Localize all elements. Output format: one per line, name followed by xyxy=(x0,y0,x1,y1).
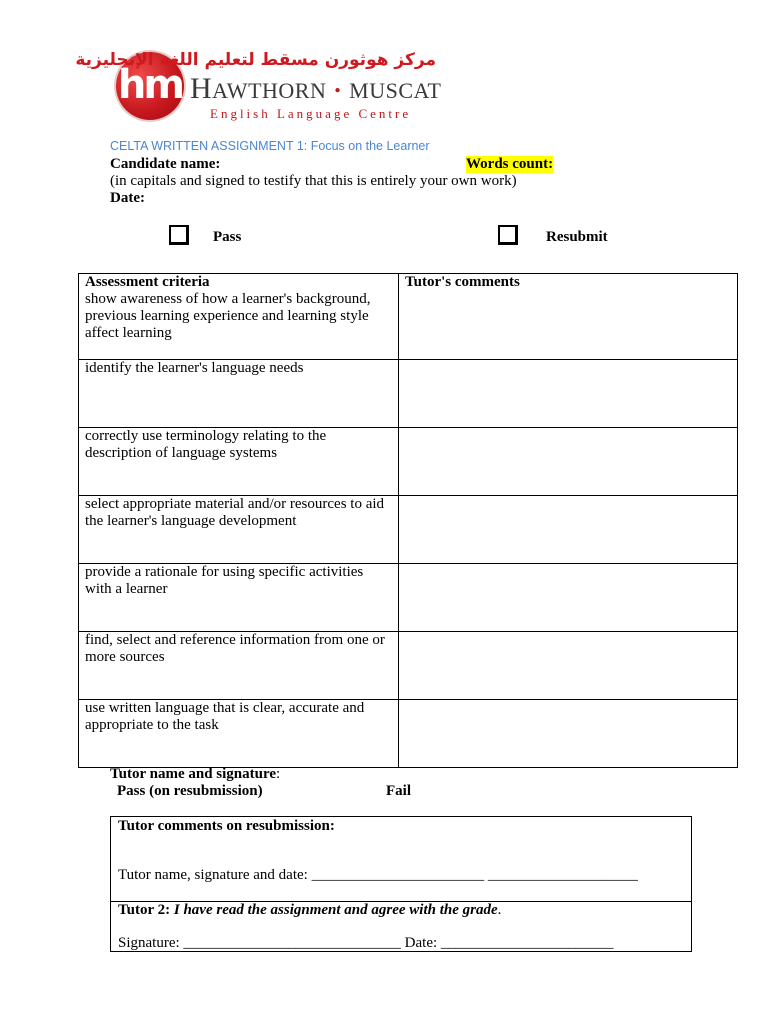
table-header-row xyxy=(79,274,738,292)
comment-cell[interactable] xyxy=(399,428,738,496)
tutor2-statement xyxy=(118,902,501,919)
table-row xyxy=(79,564,738,632)
table-row xyxy=(79,632,738,700)
logo-name-muscat: MUSCAT xyxy=(349,78,442,103)
tutor2-period: . xyxy=(497,902,502,918)
comment-cell[interactable] xyxy=(399,496,738,564)
tutor-signature-label: Tutor name and signature xyxy=(110,766,277,782)
resubmit-label: Resubmit xyxy=(546,229,608,245)
comment-cell[interactable] xyxy=(399,360,738,428)
table-row xyxy=(79,291,738,360)
criterion-cell: select appropriate material and/or resources to aid the learner's language development xyxy=(79,496,399,564)
pass-label: Pass xyxy=(213,229,242,245)
criterion-cell: find, select and reference information from one or more sources xyxy=(79,632,399,700)
table-row xyxy=(79,496,738,564)
logo-arabic-name: مركز هوثورن مسقط لتعليم اللغة الإنجليزية xyxy=(75,50,436,70)
header-comments: Tutor's comments xyxy=(399,274,738,292)
resubmission-box xyxy=(110,816,692,952)
signature-date-line[interactable]: Signature: _____________________________ Date: _______________________ xyxy=(118,935,614,951)
table-row xyxy=(79,428,738,496)
logo-name-dot: • xyxy=(334,80,342,101)
criterion-cell: provide a rationale for using specific activities with a learner xyxy=(79,564,399,632)
date-label: Date: xyxy=(110,190,145,206)
header-criteria: Assessment criteria xyxy=(79,274,399,292)
centre-logo xyxy=(75,48,442,124)
tutor2-agreement: I have read the assignment and agree with the grade xyxy=(173,902,498,918)
criterion-cell: use written language that is clear, accurate and appropriate to the task xyxy=(79,700,399,768)
pass-checkbox[interactable] xyxy=(169,225,189,245)
logo-name-hawthorn: AWTHORN xyxy=(212,78,327,103)
assessment-table xyxy=(78,273,738,768)
assignment-title: CELTA WRITTEN ASSIGNMENT 1: Focus on the Learner xyxy=(110,139,430,153)
tutor2-label: Tutor 2: xyxy=(118,902,171,918)
pass-resubmission-label: Pass (on resubmission) xyxy=(117,783,263,799)
table-row xyxy=(79,700,738,768)
resubmit-checkbox[interactable] xyxy=(498,225,518,245)
criterion-cell: show awareness of how a learner's background, previous learning experience and learning style affect learning xyxy=(79,291,399,360)
criterion-cell: identify the learner's language needs xyxy=(79,360,399,428)
tutor-signature-colon: : xyxy=(276,766,281,782)
logo-subtitle: English Language Centre xyxy=(210,106,412,121)
logo-monogram: hm xyxy=(117,62,183,108)
words-count-label: Words count: xyxy=(466,156,554,172)
resubmission-comments-label: Tutor comments on resubmission: xyxy=(118,818,335,834)
fail-label: Fail xyxy=(386,783,411,799)
comment-cell[interactable] xyxy=(399,632,738,700)
comment-cell[interactable] xyxy=(399,564,738,632)
comment-cell[interactable] xyxy=(399,291,738,360)
candidate-name-label: Candidate name: xyxy=(110,156,221,172)
logo-name xyxy=(190,72,441,106)
tutor-signature-line xyxy=(110,766,280,783)
table-row xyxy=(79,360,738,428)
capitals-note: (in capitals and signed to testify that this is entirely your own work) xyxy=(110,173,517,189)
criterion-cell: correctly use terminology relating to the description of language systems xyxy=(79,428,399,496)
comment-cell[interactable] xyxy=(399,700,738,768)
tutor-name-signature-date-line[interactable]: Tutor name, signature and date: _______________________ ____________________ xyxy=(118,867,638,883)
logo-name-initial: H xyxy=(190,72,213,105)
